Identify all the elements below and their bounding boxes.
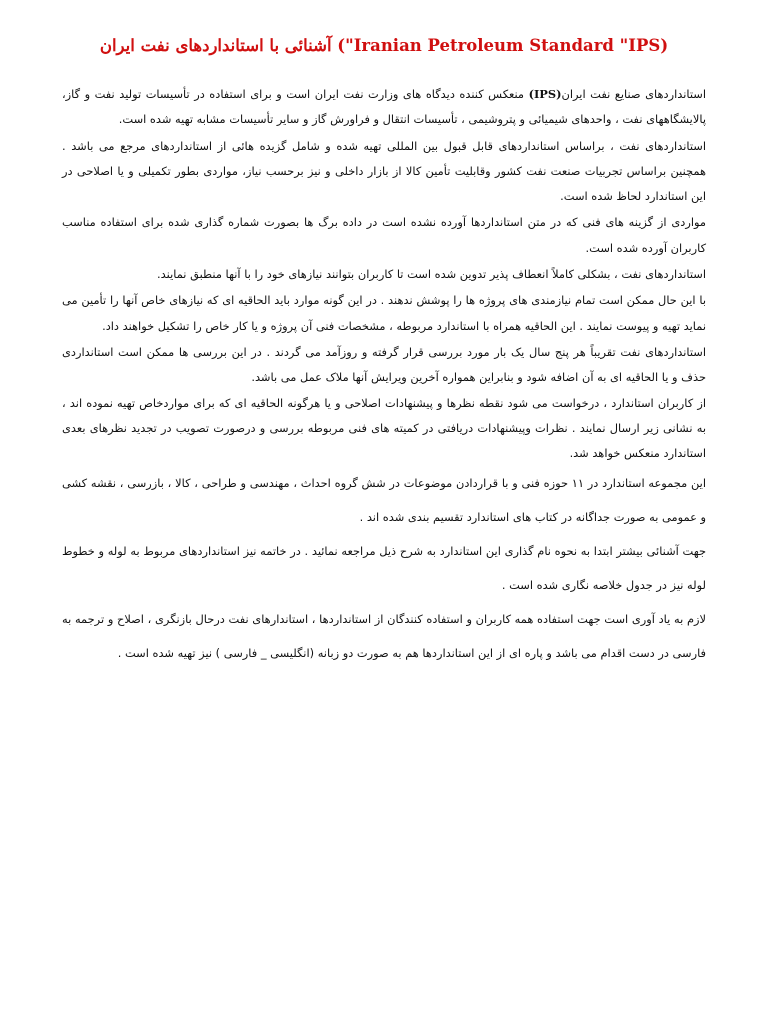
paragraph-categories: این مجموعه استاندارد در ۱۱ حوزه فنی و با قراردادن موضوعات در شش گروه احداث ، مهندسی و طراحی ، کالا ، بازرسی ، نقشه کشی و عمومی به صورت جداگانه در کتاب های استاندارد تقسیم بندی شده اند . — [62, 476, 706, 525]
intro-paragraph — [62, 82, 706, 133]
paragraph-translation: لازم به یاد آوری است جهت استفاده همه کاربران و استفاده کنندگان از استانداردها ، استاندارهای نفت درحال بازنگری ، اصلاح و ترجمه به فارسی در دست اقدام می باشد و پاره ای از این استانداردها هم به صورت دو زبانه (انگلیسی _ فارسی ) نیز تهیه شده است . — [62, 612, 706, 661]
paragraph-basis: استانداردهای نفت ، براساس استانداردهای قابل قبول بین المللی تهیه شده و شامل گزیده هائی از استانداردهای مرجع می باشد . همچنین براساس تجربیات صنعت نفت کشور وقابلیت تأمین کالا از بازار داخلی و نیز برحسب نیاز، مواردی بطور تکمیلی و یا اصلاحی در این استاندارد لحاظ شده است. — [62, 138, 706, 204]
paragraph-addendum: با این حال ممکن است تمام نیازمندی های پروژه ها را پوشش ندهند . در این گونه موارد باید الحاقیه ای که نیازهای خاص آنها را تأمین می نماید تهیه و پیوست نمایند . این الحاقیه همراه با استاندارد مربوطه ، مشخصات فنی آن پروژه و یا کار خاص را تشکیل خواهند داد. — [62, 293, 706, 333]
paragraph-feedback: از کاربران استاندارد ، درخواست می شود نقطه نظرها و پیشنهادات اصلاحی و یا هرگونه الحاقیه ای که برای مواردخاص تهیه نموده اند ، به نشانی زیر ارسال نمایند . نظرات وپیشنهادات دریافتی در کمیته های فنی مربوطه بررسی و درصورت تصویب در تجدید نظرهای بعدی استاندارد منعکس خواهد شد. — [62, 395, 706, 461]
intro-text-end: منعکس کننده دیدگاه های وزارت نفت ایران است و برای استفاده در تأسیسات تولید نفت و گاز، پالایشگاههای نفت ، واحدهای شیمیائی و پتروشیمی ، تأسیسات انتقال و فراورش گاز و سایر تأسیسات مشابه تهیه شده است. — [62, 87, 706, 127]
paragraph-review-cycle: استانداردهای نفت تقریباً هر پنج سال یک بار مورد بررسی قرار گرفته و روزآمد می گردند . در این بررسی ها ممکن است استانداردی حذف و یا الحاقیه ای به آن اضافه شود و بنابراین همواره آخرین ویرایش آنها ملاک عمل می باشد. — [62, 344, 706, 385]
document-body — [62, 82, 706, 670]
paragraph-naming: جهت آشنائی بیشتر ابتدا به نحوه نام گذاری این استاندارد به شرح ذیل مراجعه نمائید . در خاتمه نیز استانداردهای مربوط به لوله و خطوط لوله نیز در جدول خلاصه نگاری شده است . — [62, 544, 706, 593]
paragraph-datasheets: مواردی از گزینه های فنی که در متن استانداردها آورده نشده است در داده برگ ها بصورت شماره گذاری شده برای استفاده مناسب کاربران آورده شده است. — [62, 215, 706, 255]
intro-text-start: استانداردهای صنایع نفت ایران — [561, 87, 706, 101]
ips-abbreviation: (IPS) — [528, 87, 562, 101]
paragraph-flexibility: استانداردهای نفت ، بشکلی کاملاً انعطاف پذیر تدوین شده است تا کاربران بتوانند نیازهای خود را با آنها منطبق نمایند. — [157, 267, 706, 282]
page-title: آشنائی با استانداردهای نفت ایران ("Iranian Petroleum Standard "IPS) — [99, 36, 669, 55]
